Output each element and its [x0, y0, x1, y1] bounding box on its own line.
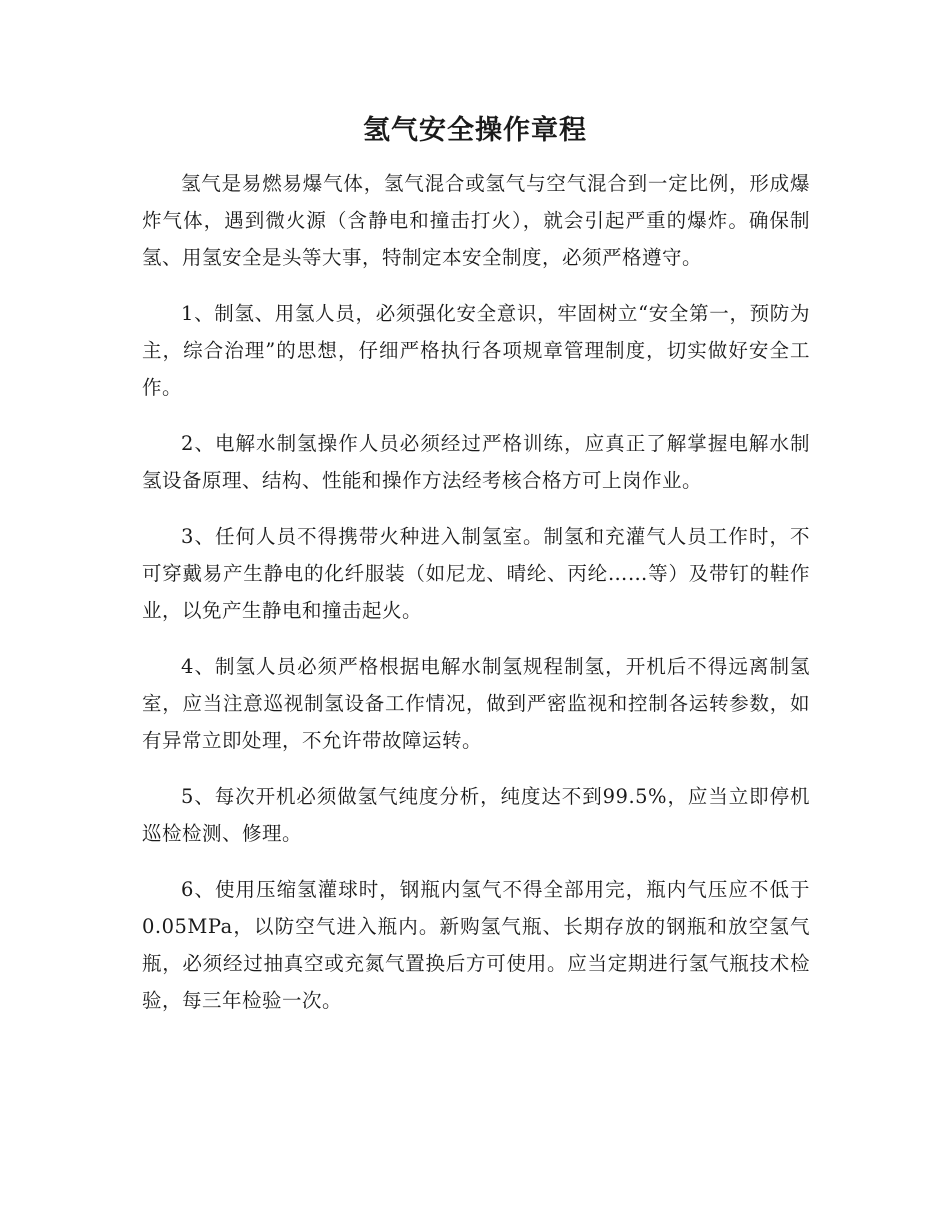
rule-1-paragraph: 1、制氢、用氢人员，必须强化安全意识，牢固树立“安全第一，预防为主，综合治理”的思想，仔细严格执行各项规章管理制度，切实做好安全工作。	[142, 302, 810, 399]
rule-3-paragraph: 3、任何人员不得携带火种进入制氢室。制氢和充灌气人员工作时，不可穿戴易产生静电的化纤服装（如尼龙、晴纶、丙纶……等）及带钉的鞋作业，以免产生静电和撞击起火。	[142, 525, 810, 622]
rule-5-paragraph: 5、每次开机必须做氢气纯度分析，纯度达不到99.5%，应当立即停机巡检检测、修理。	[142, 785, 810, 845]
rule-2-paragraph: 2、电解水制氢操作人员必须经过严格训练，应真正了解掌握电解水制氢设备原理、结构、性能和操作方法经考核合格方可上岗作业。	[142, 432, 810, 492]
rule-6-paragraph: 6、使用压缩氢灌球时，钢瓶内氢气不得全部用完，瓶内气压应不低于0.05MPa，以防空气进入瓶内。新购氢气瓶、长期存放的钢瓶和放空氢气瓶，必须经过抽真空或充氮气置换后方可使用。应当定期进行氢气瓶技术检验，每三年检验一次。	[142, 878, 810, 1012]
page-title: 氢气安全操作章程	[363, 115, 587, 146]
intro-paragraph: 氢气是易燃易爆气体，氢气混合或氢气与空气混合到一定比例，形成爆炸气体，遇到微火源（含静电和撞击打火），就会引起严重的爆炸。确保制氢、用氢安全是头等大事，特制定本安全制度，必须严格遵守。	[142, 172, 810, 269]
rule-4-paragraph: 4、制氢人员必须严格根据电解水制氢规程制氢，开机后不得远离制氢室，应当注意巡视制氢设备工作情况，做到严密监视和控制各运转参数，如有异常立即处理，不允许带故障运转。	[142, 655, 810, 752]
document-body	[142, 165, 810, 1038]
